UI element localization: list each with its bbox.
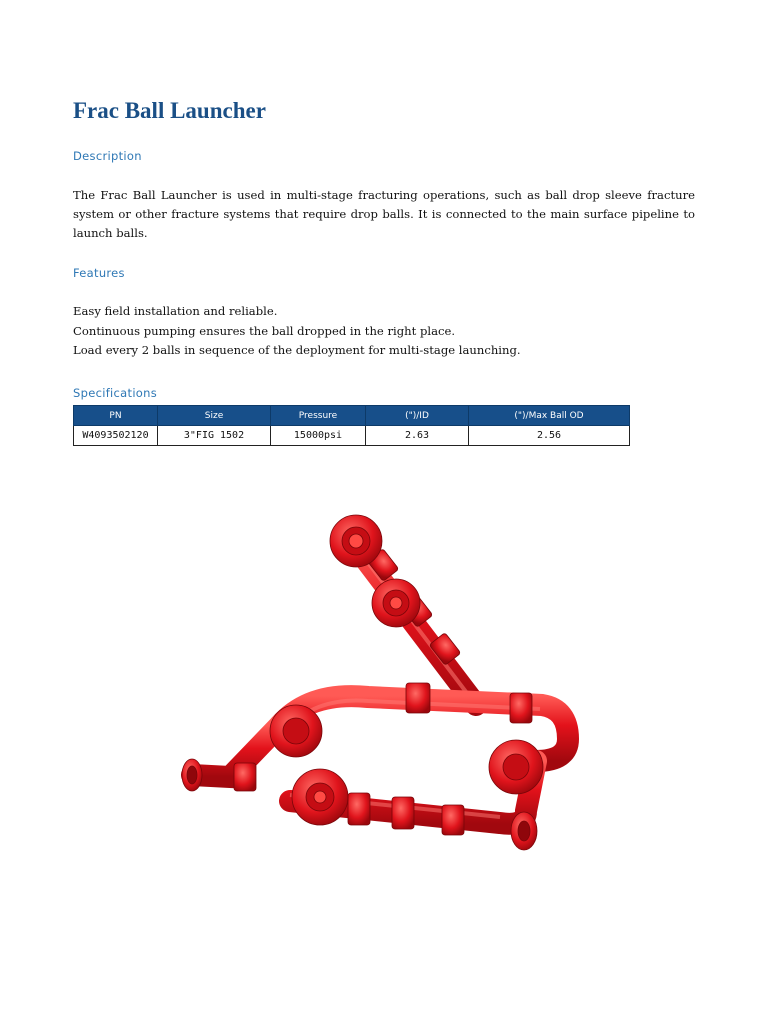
spec-cell-id: 2.63 [366,426,469,446]
table-row [74,426,630,446]
feature-item: Load every 2 balls in sequence of the deployment for multi-stage launching. [73,343,521,357]
feature-item: Continuous pumping ensures the ball dropped in the right place. [73,323,456,338]
spec-header-pn: PN [74,406,158,426]
spec-cell-pressure: 15000psi [271,426,366,446]
features-list [73,302,521,361]
frac-ball-launcher-image [170,493,600,885]
specifications-heading: Specifications [73,386,158,400]
feature-item: Easy field installation and reliable. [73,304,278,318]
description-heading: Description [73,149,142,163]
features-heading: Features [73,266,125,280]
spec-header-pressure: Pressure [271,406,366,426]
spec-header-size: Size [158,406,271,426]
spec-header-max-ball-od: (")/Max Ball OD [469,406,630,426]
spec-table [73,405,630,446]
spec-cell-max-ball-od: 2.56 [469,426,630,446]
description-paragraph: The Frac Ball Launcher is used in multi-stage fracturing operations, such as ball drop sleeve fracture system or other fracture systems that require drop balls. It is connected to the main surface pipeline to launch balls. [73,188,695,240]
spec-cell-size: 3"FIG 1502 [158,426,271,446]
spec-cell-pn: W4093502120 [74,426,158,446]
spec-header-id: (")/ID [366,406,469,426]
page-title: Frac Ball Launcher [73,98,266,123]
spec-table-header-row [74,406,630,426]
